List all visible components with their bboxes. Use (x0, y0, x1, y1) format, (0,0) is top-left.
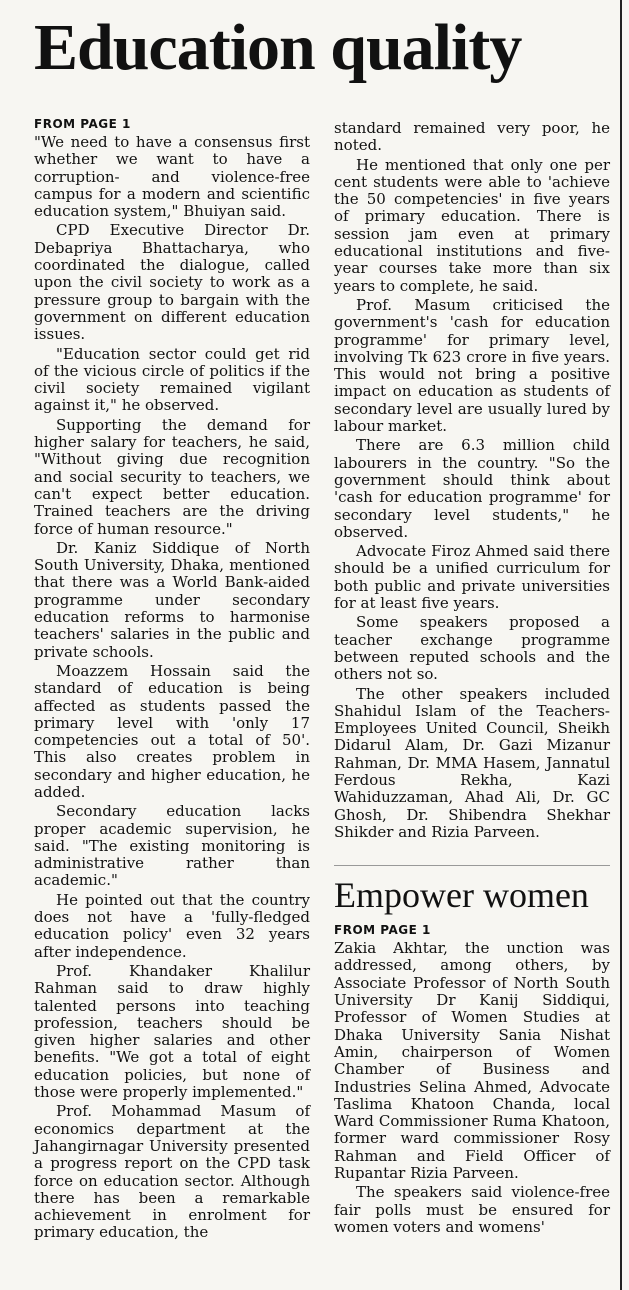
right-column (334, 120, 610, 1238)
article-paragraph: Supporting the demand for higher salary for teachers, he said, "Without giving due recognition and social security to teachers, we can't expect better education. Trained teachers are the driving force of human resource." (34, 415, 310, 538)
article-paragraph: Prof. Masum criticised the government's 'cash for education programme' for primary level, involving Tk 623 crore in five years. This would not bring a positive impact on education as students of secondary level are usually lured by labour market. (334, 295, 610, 436)
article-paragraph: The speakers said violence-free fair polls must be ensured for women voters and womens' (334, 1183, 610, 1236)
article-paragraph: Zakia Akhtar, the unction was addressed, among others, by Associate Professor of North South University Dr Kanij Siddiqui, Professor of Women Studies at Dhaka University Sania Nishat Amin, chairperson of Women Chamber of Business and Industries Selina Ahmed, Advocate Taslima Khatoon Chanda, local Ward Commissioner Ruma Khatoon, former ward commissioner Rosy Rahman and Field Officer of Rupantar Rizia Parveen. (334, 939, 610, 1183)
article-paragraph: The other speakers included Shahidul Islam of the Teachers-Employees United Council, Sheikh Didarul Alam, Dr. Gazi Mizanur Rahman, Dr. MMA Hasem, Jannatul Ferdous Rekha, Kazi Wahiduzzaman, Ahad Ali, Dr. GC Ghosh, Dr. Shibendra Shekhar Shikder and Rizia Parveen. (334, 684, 610, 841)
kicker: FROM PAGE 1 (34, 117, 131, 131)
article-paragraph: Moazzem Hossain said the standard of education is being affected as students passed the primary level with 'only 17 competencies out a total of 50'. This also creates problem in secondary and higher education, he added. (34, 661, 310, 801)
kicker: FROM PAGE 1 (334, 923, 431, 938)
page-headline: Education quality (34, 11, 522, 84)
article-paragraph: Advocate Firoz Ahmed said there should be a unified curriculum for both public and private universities for at least five years. (334, 542, 610, 613)
article-paragraph: "We need to have a consensus first whether we want to have a corruption- and violence-free campus for a modern and scientific education system," Bhuiyan said. (34, 133, 310, 221)
article-paragraph: Secondary education lacks proper academic supervision, he said. "The existing monitoring is administrative rather than academic." (34, 802, 310, 890)
article-paragraph: Dr. Kaniz Siddique of North South University, Dhaka, mentioned that there was a World Bank-aided programme under secondary education reforms to harmonise teachers' salaries in the public and private schools. (34, 538, 310, 661)
article-paragraph: He pointed out that the country does not have a 'fully-fledged education policy' even 32 years after independence. (34, 890, 310, 961)
article-paragraph: Prof. Mohammad Masum of economics department at the Jahangirnagar University presented a progress report on the CPD task force on education sector. Although there has been a remarkable achievement in enrolment for primary education, the (34, 1102, 310, 1242)
article-paragraph: Prof. Khandaker Khalilur Rahman said to draw highly talented persons into teaching profession, teachers should be given higher salaries and other benefits. "We got a total of eight education policies, but none of those were properly implemented." (34, 961, 310, 1102)
column-rule (620, 0, 622, 1290)
article-paragraph: "Education sector could get rid of the vicious circle of politics if the civil society remained vigilant against it," he observed. (34, 344, 310, 415)
article-paragraph: There are 6.3 million child labourers in the country. "So the government should think about 'cash for education programme' for secondary level students," he observed. (334, 436, 610, 541)
article-paragraph: Some speakers proposed a teacher exchange programme between reputed schools and the others not so. (334, 613, 610, 684)
left-column (34, 116, 310, 1244)
article-paragraph: CPD Executive Director Dr. Debapriya Bhattacharya, who coordinated the dialogue, called upon the civil society to work as a pressure group to bargain with the government on different education issues. (34, 221, 310, 344)
article-paragraph: He mentioned that only one per cent students were able to 'achieve the 50 competencies' in five years of primary education. There is session jam even at primary educational institutions and five-year courses take more than six years to complete, he said. (334, 155, 610, 295)
second-story-headline: Empower women (334, 865, 610, 916)
article-continuation: standard remained very poor, he noted. (334, 119, 610, 155)
